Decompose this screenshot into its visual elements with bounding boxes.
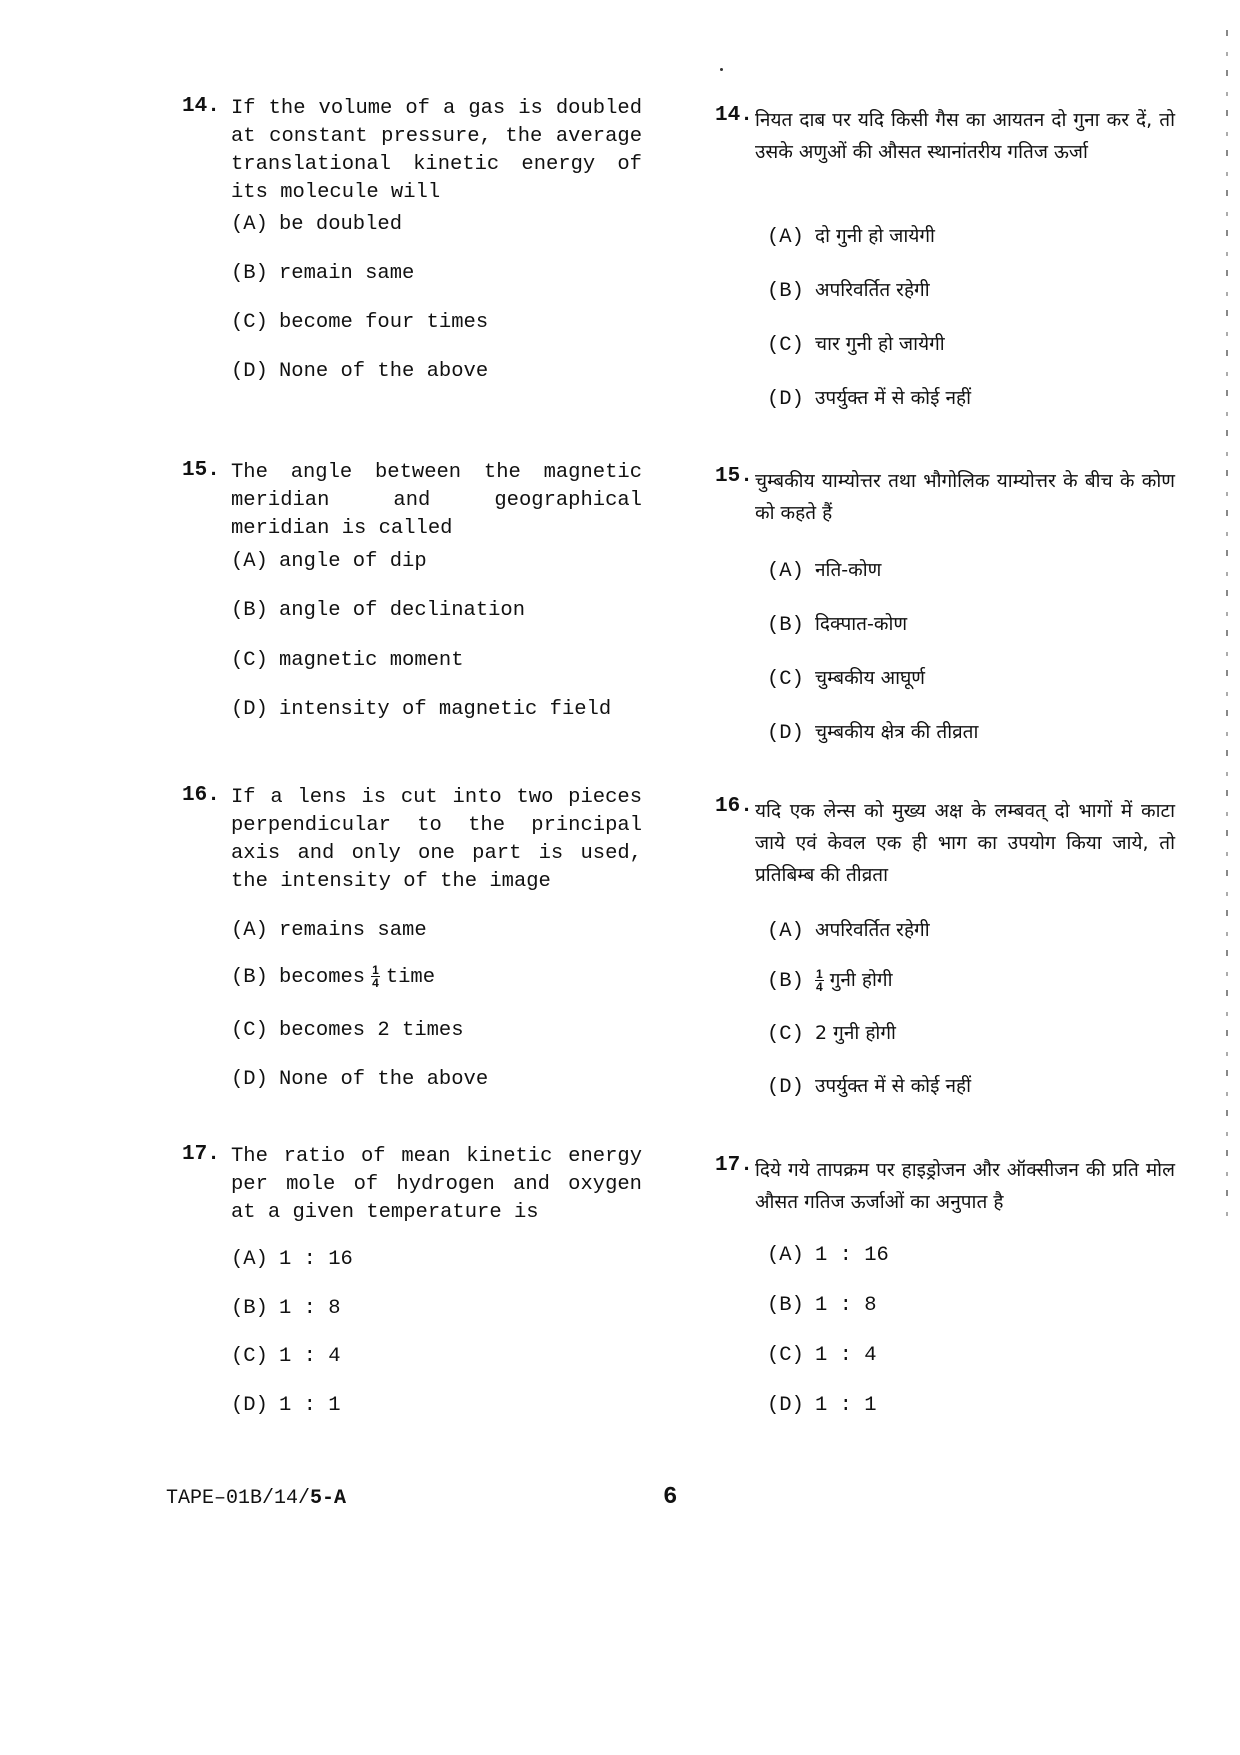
question-15-en <box>182 459 642 721</box>
question-14-hi <box>715 104 1175 411</box>
question-15-hi <box>715 465 1175 745</box>
option-d[interactable]: (D) चुम्बकीय क्षेत्र की तीव्रता <box>767 721 979 745</box>
question-17-en <box>182 1143 642 1417</box>
fraction-one-quarter: $\frac{1}{4}$ <box>372 963 379 990</box>
option-d[interactable]: (D) intensity of magnetic field <box>231 698 612 721</box>
question-text: नियत दाब पर यदि किसी गैस का आयतन दो गुना कर दें, तो उसके अणुओं की औसत स्थानांतरीय गतिज ऊर्जा <box>755 109 1175 163</box>
question-number: 16. <box>182 784 220 807</box>
page-number: 6 <box>663 1484 678 1511</box>
option-a[interactable]: (A) remains same <box>231 919 427 942</box>
scan-dot-artifact <box>720 68 723 71</box>
option-c[interactable]: (C) becomes 2 times <box>231 1019 464 1042</box>
option-c[interactable]: (C) चार गुनी हो जायेगी <box>767 333 945 357</box>
question-number: 17. <box>715 1154 753 1177</box>
option-d[interactable]: (D) उपर्युक्त में से कोई नहीं <box>767 387 971 411</box>
option-b[interactable]: (B) $\frac{1}{4}$ गुनी होगी <box>767 967 893 995</box>
question-text: दिये गये तापक्रम पर हाइड्रोजन और ऑक्सीजन की प्रति मोल औसत गतिज ऊर्जाओं का अनुपात है <box>755 1159 1175 1213</box>
scan-edge-artifact <box>1226 30 1228 1230</box>
option-b[interactable]: (B) अपरिवर्तित रहेगी <box>767 279 930 303</box>
paper-code: TAPE–01B/14/5-A <box>166 1487 347 1510</box>
option-a[interactable]: (A) नति-कोण <box>767 559 882 583</box>
option-a[interactable]: (A) angle of dip <box>231 550 427 573</box>
question-number: 15. <box>715 465 753 488</box>
question-number: 16. <box>715 795 753 818</box>
option-a[interactable]: (A) 1 : 16 <box>231 1248 353 1271</box>
option-b[interactable]: (B) angle of declination <box>231 599 526 622</box>
option-a[interactable]: (A) 1 : 16 <box>767 1244 889 1267</box>
question-number: 14. <box>715 104 753 127</box>
option-c[interactable]: (C) magnetic moment <box>231 649 464 672</box>
option-b[interactable]: (B) remain same <box>231 262 415 285</box>
fraction-one-quarter: $\frac{1}{4}$ <box>816 967 823 995</box>
question-number: 17. <box>182 1143 220 1166</box>
option-d[interactable]: (D) None of the above <box>231 360 489 383</box>
question-number: 15. <box>182 459 220 482</box>
option-a[interactable]: (A) दो गुनी हो जायेगी <box>767 225 935 249</box>
option-b[interactable]: (B) becomes $\frac{1}{4}$ time <box>231 963 436 990</box>
option-a[interactable]: (A) be doubled <box>231 213 403 236</box>
option-c[interactable]: (C) 2 गुनी होगी <box>767 1022 896 1046</box>
question-number: 14. <box>182 95 220 118</box>
question-16-en <box>182 784 642 1091</box>
option-d[interactable]: (D) 1 : 1 <box>767 1394 877 1417</box>
option-c[interactable]: (C) 1 : 4 <box>767 1344 877 1367</box>
option-d[interactable]: (D) उपर्युक्त में से कोई नहीं <box>767 1075 971 1099</box>
option-c[interactable]: (C) 1 : 4 <box>231 1345 341 1368</box>
question-text: चुम्बकीय याम्योत्तर तथा भौगोलिक याम्योत्तर के बीच के कोण को कहते हैं <box>755 470 1175 524</box>
question-text: If the volume of a gas is doubled at constant pressure, the average translational kinetic energy of its molecule will <box>231 97 642 204</box>
option-d[interactable]: (D) 1 : 1 <box>231 1394 341 1417</box>
question-text: The ratio of mean kinetic energy per mole of hydrogen and oxygen at a given temperature is <box>231 1145 642 1224</box>
option-b[interactable]: (B) 1 : 8 <box>231 1297 341 1320</box>
question-14-en <box>182 95 642 383</box>
question-17-hi <box>715 1154 1175 1417</box>
question-text: यदि एक लेन्स को मुख्य अक्ष के लम्बवत् दो भागों में काटा जाये एवं केवल एक ही भाग का उपयोग किया जाये, तो प्रतिबिम्ब की तीव्रता <box>755 800 1175 886</box>
question-16-hi <box>715 795 1175 1099</box>
option-b[interactable]: (B) दिक्पात-कोण <box>767 613 908 637</box>
option-a[interactable]: (A) अपरिवर्तित रहेगी <box>767 919 930 943</box>
option-b[interactable]: (B) 1 : 8 <box>767 1294 877 1317</box>
option-d[interactable]: (D) None of the above <box>231 1068 489 1091</box>
option-c[interactable]: (C) become four times <box>231 311 489 334</box>
question-text: The angle between the magnetic meridian and geographical meridian is called <box>231 461 642 540</box>
question-text: If a lens is cut into two pieces perpendicular to the principal axis and only one part is used, the intensity of the image <box>231 786 642 893</box>
option-c[interactable]: (C) चुम्बकीय आघूर्ण <box>767 667 926 691</box>
